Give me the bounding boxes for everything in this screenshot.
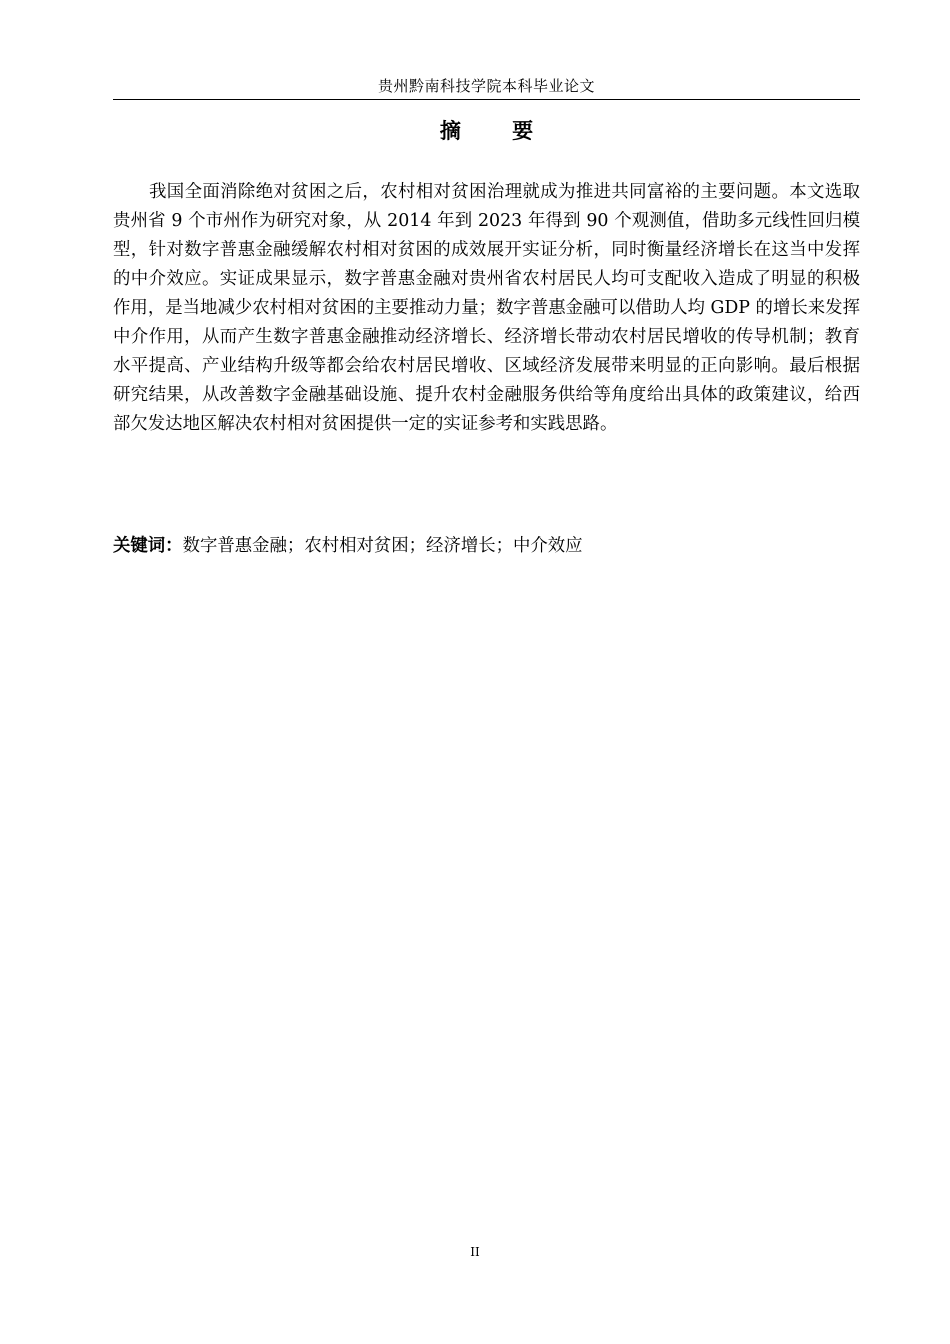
abstract-heading: 摘 要 bbox=[439, 119, 556, 143]
page-number: II bbox=[470, 1245, 480, 1259]
keywords-value: 数字普惠金融；农村相对贫困；经济增长；中介效应 bbox=[182, 536, 583, 556]
header-divider bbox=[113, 99, 860, 100]
keywords-line bbox=[113, 532, 860, 561]
keywords-label: 关键词： bbox=[113, 536, 183, 556]
abstract-body: 我国全面消除绝对贫困之后，农村相对贫困治理就成为推进共同富裕的主要问题。本文选取贵州省 9 个市州作为研究对象，从 2014 年到 2023 年得到 90 个观测值，借助多元线性回归模型，针对数字普惠金融缓解农村相对贫困的成效展开实证分析，同时衡量经济增长在这当中发挥的中介效应。实证成果显示，数字普惠金融对贵州省农村居民人均可支配收入造成了明显的积极作用，是当地减少农村相对贫困的主要推动力量；数字普惠金融可以借助人均 GDP 的增长来发挥中介作用，从而产生数字普惠金融推动经济增长、经济增长带动农村居民增收的传导机制；教育水平提高、产业结构升级等都会给农村居民增收、区域经济发展带来明显的正向影响。最后根据研究结果，从改善数字金融基础设施、提升农村金融服务供给等角度给出具体的政策建议，给西部欠发达地区解决农村相对贫困提供一定的实证参考和实践思路。 bbox=[113, 182, 860, 434]
running-header: 贵州黔南科技学院本科毕业论文 bbox=[377, 77, 595, 95]
